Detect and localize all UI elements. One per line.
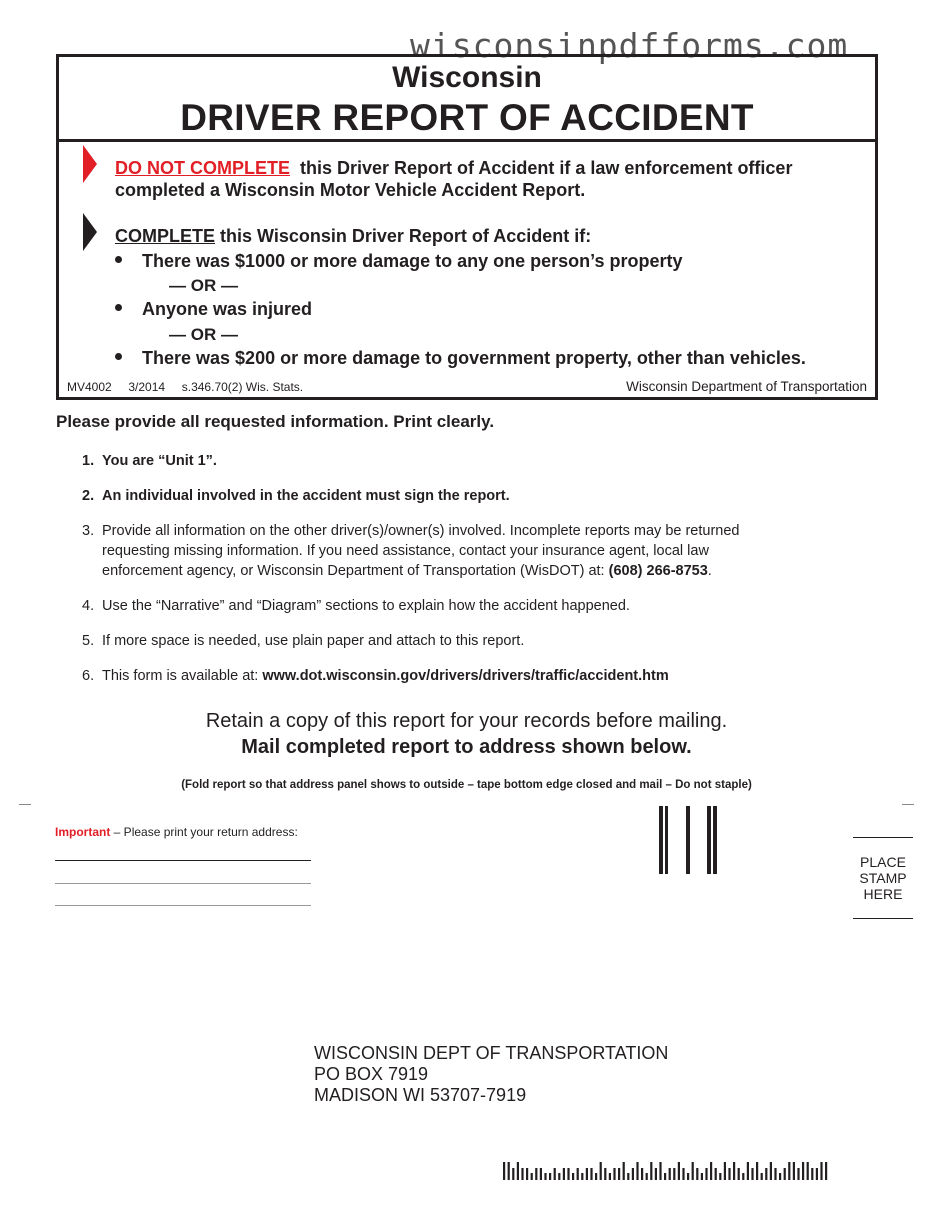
barcode-bar [508,1162,510,1180]
form-url[interactable]: www.dot.wisconsin.gov/drivers/drivers/traffic/accident.htm [262,668,669,684]
barcode-bar [586,1168,588,1180]
warning-line-2: completed a Wisconsin Motor Vehicle Accident Report. [115,180,586,200]
instruction-item: 3. Provide all information on the other driver(s)/owner(s) involved. Incomplete reports may be returned requesting missing information. If you need assistance, contact your insurance agent, local law enforcement agency, or Wisconsin Department of Transportation (WisDOT) at: (608) 266-8753. [82,523,740,579]
warning-line-1 [115,158,792,179]
barcode-bar [774,1168,776,1180]
form-title: DRIVER REPORT OF ACCIDENT [180,97,754,138]
barcode-bar [618,1168,620,1180]
barcode-bar [738,1168,740,1180]
barcode-bar [733,1162,735,1180]
barcode-bar [577,1168,579,1180]
barcode-bar [678,1162,680,1180]
barcode-bar [825,1162,827,1180]
barcode-bar [521,1168,523,1180]
barcode-bar [526,1168,528,1180]
barcode-bar [650,1162,652,1180]
barcode-bar [664,1173,666,1180]
barcode-bar [517,1162,519,1180]
barcode-bar [765,1168,767,1180]
barcode-bar [549,1173,551,1180]
barcode-bar [728,1168,730,1180]
form-number: MV4002 [67,380,112,394]
barcode-bar [719,1173,721,1180]
barcode-bar [770,1162,772,1180]
complete-heading [115,226,591,247]
retain-notice: Retain a copy of this report for your records before mailing. [205,710,728,732]
mail-notice: Mail completed report to address shown below. [241,736,692,758]
barcode-bar [604,1168,606,1180]
fold-instructions: (Fold report so that address panel shows to outside – tape bottom edge closed and mail – Do not staple) [181,779,752,791]
barcode-bar [724,1162,726,1180]
barcode-bar [554,1168,556,1180]
instruction-item: 2. An individual involved in the accident must sign the report. [82,488,510,504]
barcode-bar [687,1173,689,1180]
barcode-bar [590,1168,592,1180]
red-arrow-icon [83,145,97,183]
return-address-line-3[interactable] [55,905,311,906]
barcode-bar [816,1168,818,1180]
header-box [56,54,878,400]
barcode-bar [659,1162,661,1180]
return-address-line-2[interactable] [55,883,311,884]
barcode-bar [669,1168,671,1180]
barcode-bar [682,1168,684,1180]
barcode-bar [692,1162,694,1180]
barcode-bar [779,1173,781,1180]
barcode-bar [742,1173,744,1180]
barcode-bar [747,1162,749,1180]
bullet-icon [115,353,122,360]
stamp-box: PLACE STAMP HERE [859,854,907,902]
black-arrow-icon [83,213,97,251]
barcode-bar [572,1173,574,1180]
barcode-bar [797,1168,799,1180]
barcode-bar [567,1168,569,1180]
barcode-bar [627,1173,629,1180]
barcode-bar [756,1162,758,1180]
barcode-bar [715,1168,717,1180]
barcode-bar [632,1168,634,1180]
barcode-bar [531,1173,533,1180]
barcode-bar [710,1162,712,1180]
barcode-bar [646,1173,648,1180]
condition-3: There was $200 or more damage to government property, other than vehicles. [142,348,806,368]
or-separator: — OR — [169,276,238,295]
barcode-bar [696,1168,698,1180]
barcode-bar [761,1173,763,1180]
statute: s.346.70(2) Wis. Stats. [181,380,304,394]
barcode-bar [512,1168,514,1180]
barcode-bar [788,1162,790,1180]
barcode-bar [623,1162,625,1180]
instructions-heading: Please provide all requested information. Print clearly. [56,412,495,431]
title-block [59,57,875,142]
barcode-bar [600,1162,602,1180]
barcode-bar [807,1162,809,1180]
watermark: wisconsinpdfforms.com [410,26,849,65]
instruction-item: 5. If more space is needed, use plain paper and attach to this report. [82,633,525,649]
fim-bar [686,806,690,874]
fim-bar [713,806,717,874]
instruction-item: 6. This form is available at: www.dot.wisconsin.gov/drivers/drivers/traffic/accident.htm [82,668,669,684]
state-name: Wisconsin [392,61,542,94]
barcode-bar [535,1168,537,1180]
fold-mark [902,804,914,805]
condition-1: There was $1000 or more damage to any one person’s property [142,251,683,271]
barcode-bar [636,1162,638,1180]
barcode-bar [503,1162,505,1180]
barcode-bar [563,1168,565,1180]
agency-name: Wisconsin Department of Transportation [626,379,867,394]
fold-mark [19,804,31,805]
barcode-bar [701,1173,703,1180]
return-address-line-1[interactable] [55,860,311,861]
warning-text: this Driver Report of Accident if a law enforcement officer [300,158,793,178]
do-not-complete-label: DO NOT COMPLETE [115,158,290,178]
barcode-bar [581,1173,583,1180]
barcode-bar [641,1168,643,1180]
barcode-bar [609,1173,611,1180]
bullet-icon [115,304,122,311]
return-address-label: Important – Please print your return address: [55,825,298,839]
mailing-address [314,1043,668,1106]
bullet-icon [115,256,122,263]
barcode-bar [613,1168,615,1180]
condition-2: Anyone was injured [142,299,313,319]
form-id [67,380,303,394]
complete-text: this Wisconsin Driver Report of Accident if: [220,226,592,246]
address-line-2: PO BOX 7919 [314,1064,429,1084]
barcode-bar [558,1173,560,1180]
instruction-item: 4. Use the “Narrative” and “Diagram” sections to explain how the accident happened. [82,598,630,614]
barcode-bar [673,1168,675,1180]
barcode-bar [751,1168,753,1180]
phone-number: (608) 266-8753 [608,563,708,579]
stamp-rule [853,837,913,838]
barcode-bar [540,1168,542,1180]
stamp-rule [853,918,913,919]
fim-bar [665,806,668,874]
form-date: 3/2014 [128,380,166,394]
important-label: Important [55,825,111,839]
barcode-bar [595,1173,597,1180]
fim-bar [707,806,711,874]
barcode-bar [793,1162,795,1180]
fim-bar [659,806,663,874]
barcode-bar [802,1162,804,1180]
barcode-bar [811,1168,813,1180]
address-line-3: MADISON WI 53707-7919 [314,1085,527,1105]
barcode-bar [544,1173,546,1180]
or-separator: — OR — [169,325,238,344]
complete-label: COMPLETE [115,226,216,246]
postal-barcode [503,1161,838,1181]
barcode-bar [784,1168,786,1180]
barcode-bar [655,1168,657,1180]
barcode-bar [820,1162,822,1180]
instruction-item: 1. You are “Unit 1”. [82,453,217,469]
barcode-bar [705,1168,707,1180]
address-line-1: WISCONSIN DEPT OF TRANSPORTATION [314,1043,669,1063]
